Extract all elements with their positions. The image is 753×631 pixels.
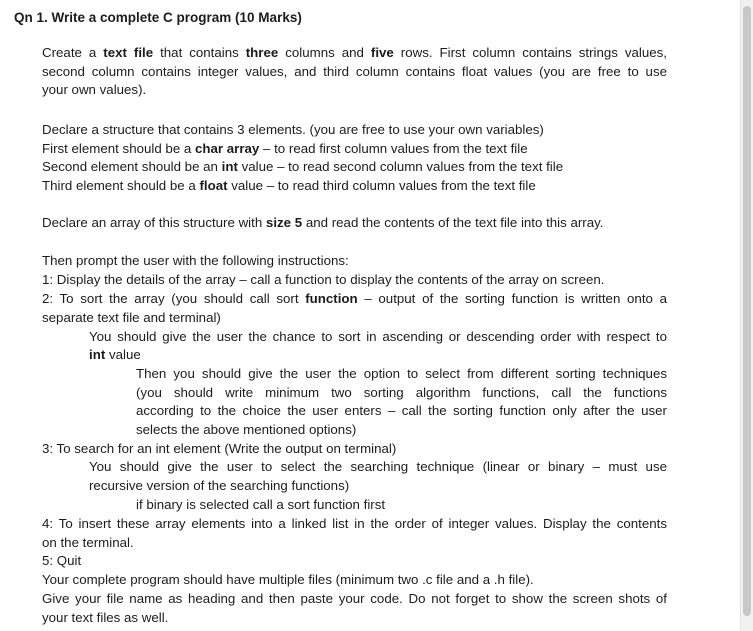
vertical-scrollbar[interactable] — [740, 0, 753, 631]
submission-paragraph: Give your file name as heading and then paste your code. Do not forget to show the screen shots of your text files as well. — [42, 591, 667, 625]
sort-techniques-paragraph: Then you should give the user the option to select from different sorting techniques (you should write minimum two sorting algorithm functions, call the functions according to the choice the user enters – call the sorting function only after the user selects the above mentioned options) — [136, 366, 667, 438]
sort-order-text: You should give the user the chance to sort in ascending or descending order with respect to — [89, 329, 667, 344]
option-4-text: 4: To insert these array elements into a linked list in the order of integer values. Display the contents on the terminal. — [42, 516, 667, 550]
option-5-text: 5: Quit — [42, 553, 82, 568]
question-heading: Qn 1. Write a complete C program (10 Marks) — [14, 10, 302, 25]
paragraph-line: Declare an array of this structure with size 5 and read the contents of the text file into this array. — [42, 215, 604, 230]
paragraph-line: second column contains integer values, and third column contains float values (you are free to use — [42, 63, 667, 79]
array-paragraph — [42, 214, 667, 233]
option-2-text: 2: To sort the array (you should call sort function – output of the sorting function is written onto a — [42, 291, 667, 306]
paragraph-line: Declare a structure that contains 3 elements. (you are free to use your own variables) — [42, 122, 544, 137]
option-3-text: 3: To search for an int element (Write the output on terminal) — [42, 441, 397, 456]
multiple-files-text: Your complete program should have multiple files (minimum two .c file and a .h file). — [42, 572, 534, 587]
scrollbar-thumb[interactable] — [743, 6, 751, 616]
text-file-paragraph — [42, 44, 667, 100]
binary-note-text: if binary is selected call a sort function first — [136, 497, 386, 512]
instructions-intro: Then prompt the user with the following instructions: — [42, 253, 349, 268]
paragraph-line: your own values). — [42, 82, 147, 98]
search-technique-paragraph: You should give the user to select the searching technique (linear or binary – must use recursive version of the searching functions) — [89, 459, 667, 493]
paragraph-line: Third element should be a float value – to read third column values from the text file — [42, 178, 536, 194]
paragraph-line: Create a text file that contains three columns and five rows. First column contains strings values, — [42, 45, 667, 60]
paragraph-line: Second element should be an int value – to read second column values from the text file — [42, 159, 564, 175]
structure-paragraph — [42, 121, 667, 196]
paragraph-line: First element should be a char array – to read first column values from the text file — [42, 140, 528, 156]
option-2-continued: separate text file and terminal) — [42, 310, 221, 325]
option-1-text: 1: Display the details of the array – call a function to display the contents of the array on screen. — [42, 272, 605, 287]
sort-order-continued: int value — [89, 347, 141, 362]
